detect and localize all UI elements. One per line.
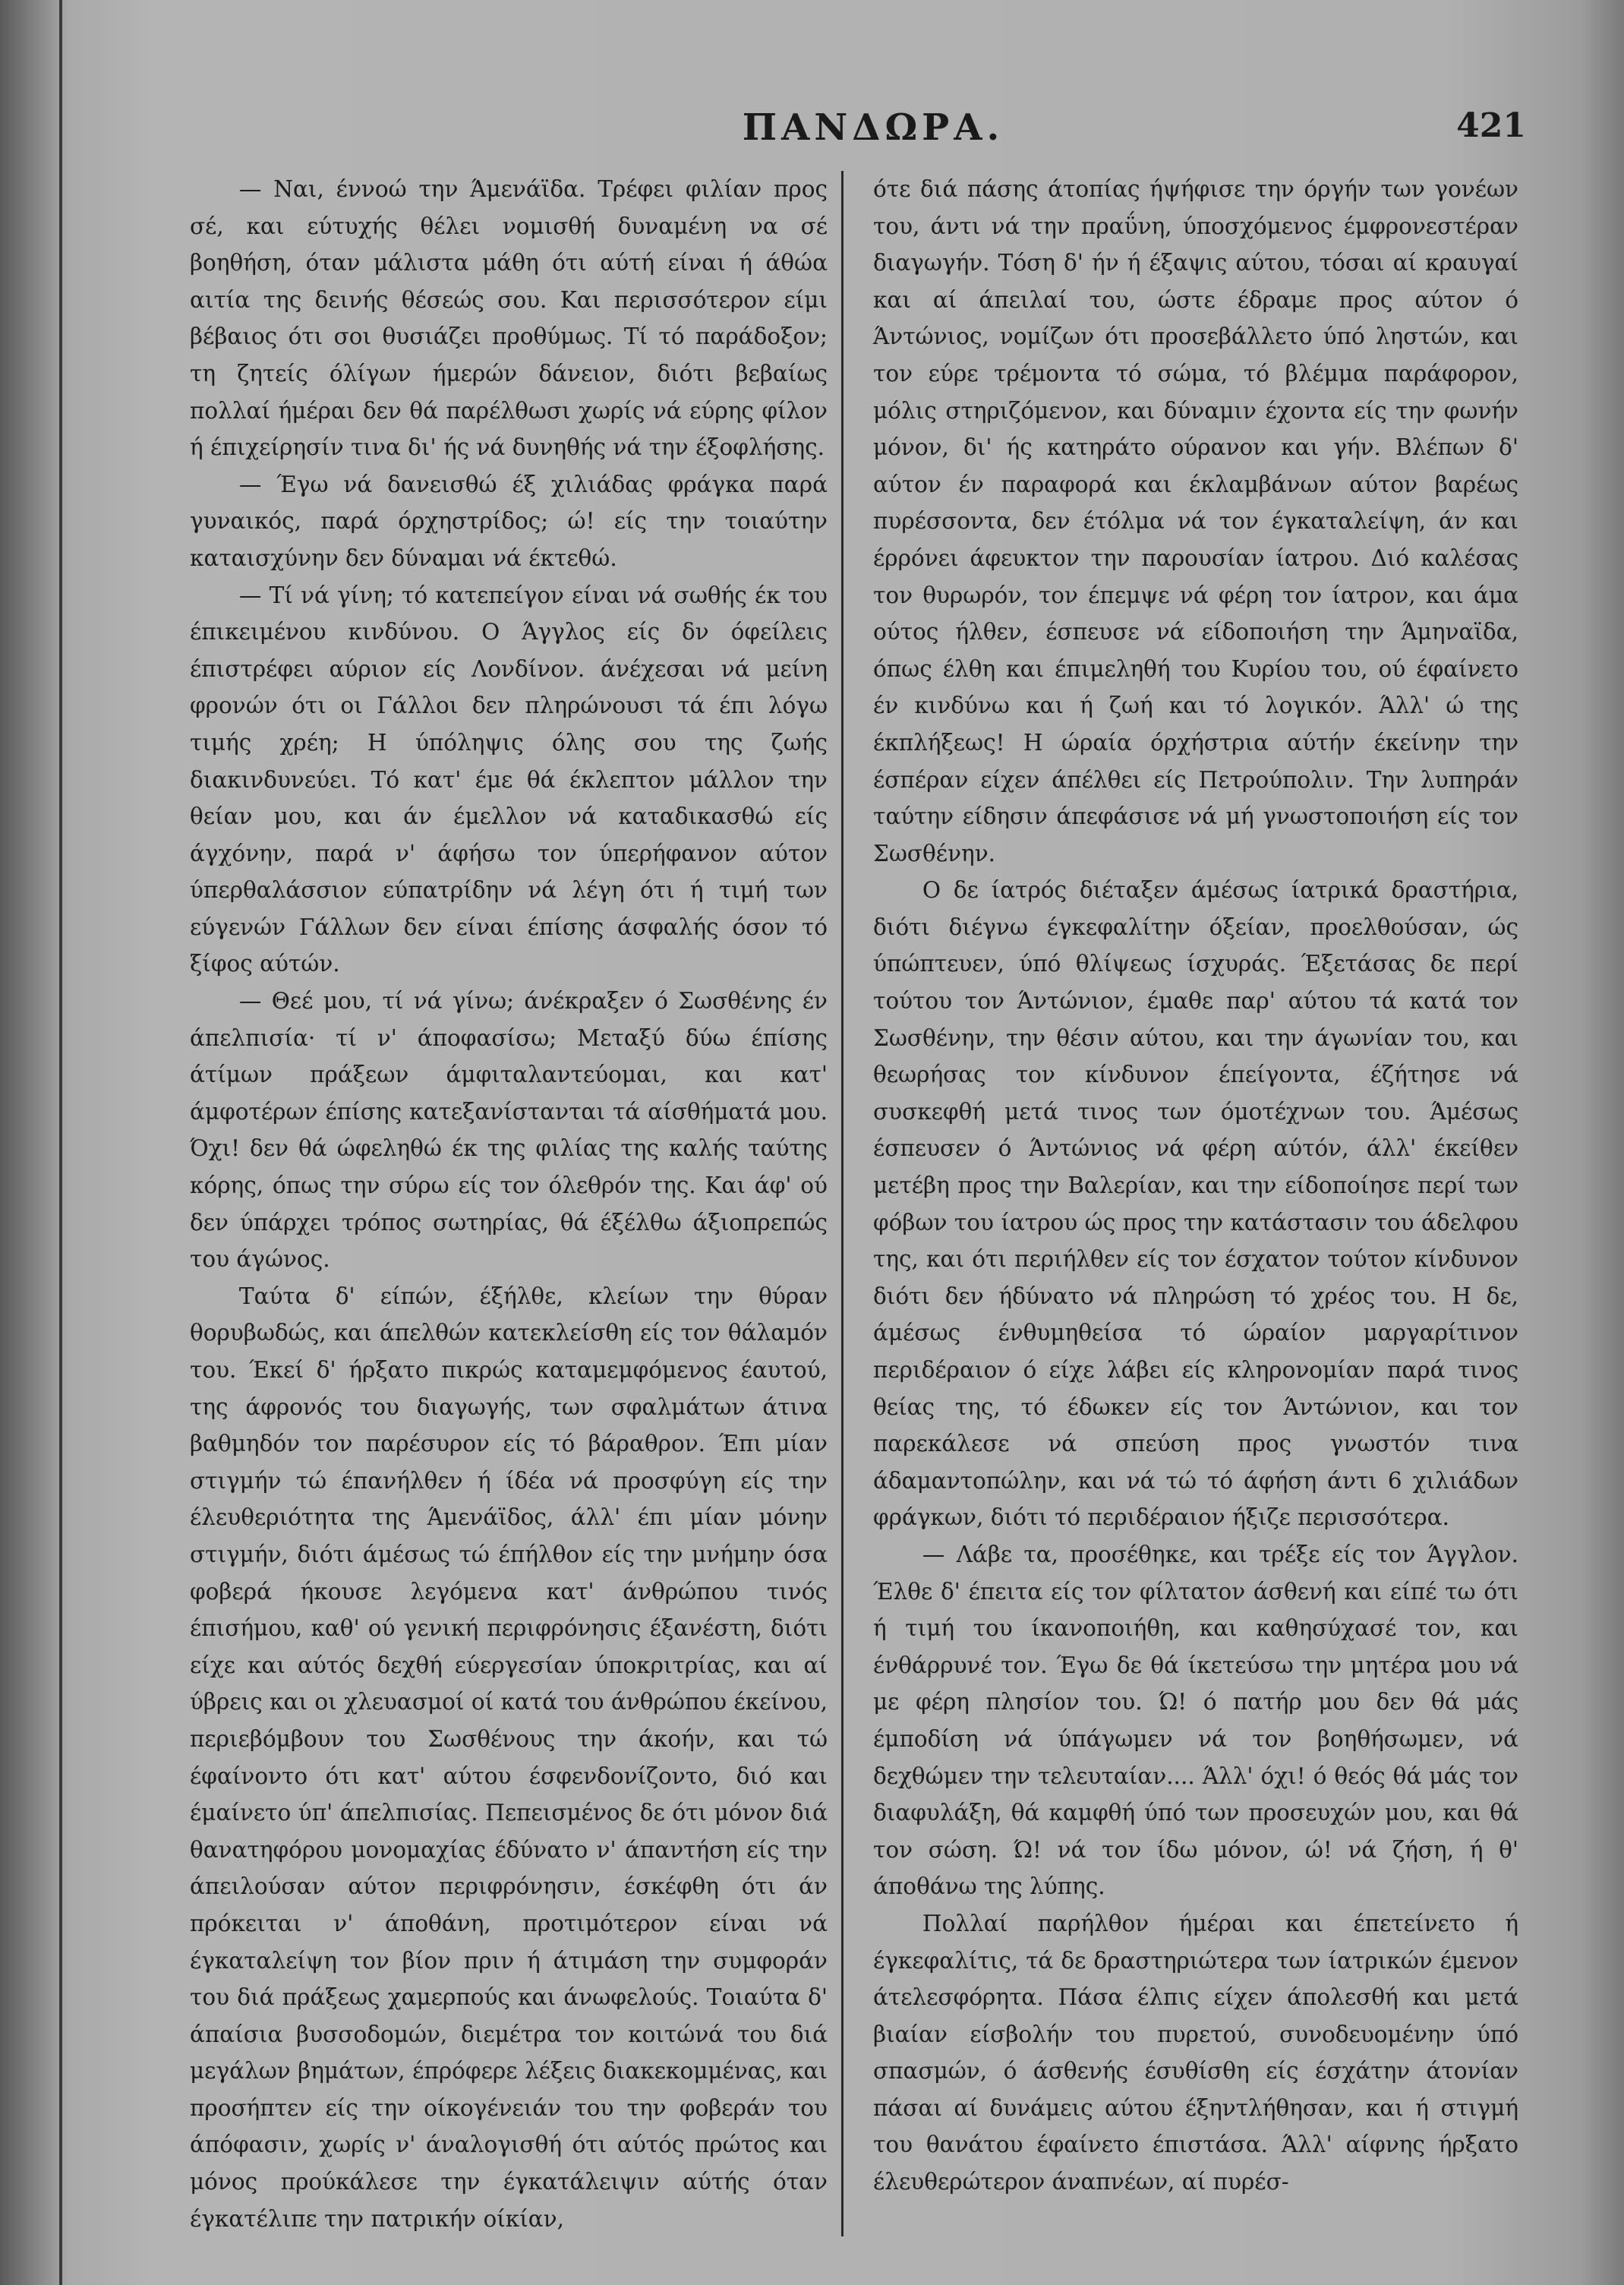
paragraph: Πολλαί παρήλθον ήμέραι και έπετείνετο ή έγκεφαλίτις, τά δε δραστηριώτερα των ίατρικών έμενον άτελεσφόρητα. Πάσα έλπις είχεν άπολεσθή και μετά βιαίαν είσβολήν του πυρετού, συνοδευομένην ύπό σπασμών, ό άσθενής έσυθίσθη είς έσχάτην άτονίαν πάσαι αί δυνάμεις αύτου έξηντλήθησαν, και ή στιγμή του θανάτου έφαίνετο έπιστάσα. Άλλ' αίφνης ήρξατο έλευθερώτερον άναπνέων, αί πυρέσ- [873, 1910, 1518, 2195]
right-text-column [873, 171, 1518, 2201]
paragraph: — Θεέ μου, τί νά γίνω; άνέκραξεν ό Σωσθένης έν άπελπισία· τί ν' άποφασίσω; Μεταξύ δύω έπίσης άτίμων πράξεων άμφιταλαντεύομαι, και κατ' άμφοτέρων έπίσης κατεξανίστανται τά αίσθήματά μου. Όχι! δεν θά ώφεληθώ έκ της φιλίας της καλής ταύτης κόρης, όπως την σύρω είς τον όλεθρόν της. Και άφ' ού δεν ύπάρχει τρόπος σωτηρίας, θά έξέλθω άξιοπρεπώς του άγώνος. [190, 988, 828, 1273]
paragraph: — Έγω νά δανεισθώ έξ χιλιάδας φράγκα παρά γυναικός, παρά όρχηστρίδος; ώ! είς την τοιαύτην καταισχύνην δεν δύναμαι νά έκτεθώ. [190, 471, 828, 571]
paragraph: — Λάβε τα, προσέθηκε, και τρέξε είς τον Άγγλον. Έλθε δ' έπειτα είς τον φίλτατον άσθενή και είπέ τω ότι ή τιμή του ίκανοποιήθη, και καθησύχασέ τον, και ένθάρρυνέ τον. Έγω δε θά ίκετεύσω την μητέρα μου νά με φέρη πλησίον του. Ώ! ό πατήρ μου δεν θά μάς έμποδίση νά ύπάγωμεν νά τον βοηθήσωμεν, νά δεχθώμεν την τελευταίαν.... Άλλ' όχι! ό θεός θά μάς τον διαφυλάξη, θά καμφθή ύπό των προσευχών μου, και θά τον σώση. Ώ! νά τον ίδω μόνον, ώ! νά ζήση, ή θ' άποθάνω της λύπης. [873, 1541, 1518, 1900]
paragraph: Ταύτα δ' είπών, έξήλθε, κλείων την θύραν θορυβωδώς, και άπελθών κατεκλείσθη είς τον θάλαμόν του. Έκεί δ' ήρξατο πικρώς καταμεμφόμενος έαυτού, της άφρονός του διαγωγής, των σφαλμάτων άτινα βαθμηδόν τον παρέσυρον είς τό βάραθρον. Έπι μίαν στιγμήν τώ έπανήλθεν ή ίδέα νά προσφύγη είς την έλευθεριότητα της Άμενάϊδος, άλλ' έπι μίαν μόνην στιγμήν, διότι άμέσως τώ έπήλθον είς την μνήμην όσα φοβερά ήκουσε λεγόμενα κατ' άνθρώπου τινός έπισήμου, καθ' ού γενική περιφρόνησις έξανέστη, διότι είχε και αύτός δεχθή εύεργεσίαν ύποκριτρίας, και αί ύβρεις και οι χλευασμοί οί κατά του άνθρώπου έκείνου, περιεβόμβουν του Σωσθένους την άκοήν, και τώ έφαίνοντο ότι κατ' αύτου έσφενδονίζοντο, διό και έμαίνετο ύπ' άπελπισίας. Πεπεισμένος δε ότι μόνον διά θανατηφόρου μονομαχίας έδύνατο ν' άπαντήση είς την άπειλούσαν αύτον περιφρόνησιν, έσκέφθη ότι άν πρόκειται ν' άποθάνη, προτιμότερον είναι νά έγκαταλείψη τον βίον πριν ή άτιμάση την συμφοράν του διά πράξεως χαμερπούς και άνωφελούς. Τοιαύτα δ' άπαίσια βυσσοδομών, διεμέτρα τον κοιτώνά του διά μεγάλων βημάτων, έπρόφερε λέξεις διακεκομμένας, και προσήπτεν είς την οίκογένειάν του την φοβεράν του άπόφασιν, χωρίς ν' άναλογισθή ότι αύτός πρώτος και μόνος προύκάλεσε την έγκατάλειψιν αύτής όταν έγκατέλιπε την πατρικήν οίκίαν, [190, 1283, 828, 2232]
left-text-column [190, 171, 828, 2237]
paragraph: — Τί νά γίνη; τό κατεπείγον είναι νά σωθής έκ του έπικειμένου κινδύνου. Ο Άγγλος είς δν όφείλεις έπιστρέφει αύριον είς Λονδίνον. άνέχεσαι νά μείνη φρονών ότι οι Γάλλοι δεν πληρώνουσι τά έπι λόγω τιμής χρέη; Η ύπόληψις όλης σου της ζωής διακινδυνεύει. Τό κατ' έμε θά έκλεπτον μάλλον την θείαν μου, και άν έμελλον νά καταδικασθώ είς άγχόνην, παρά ν' άφήσω τον ύπερήφανον αύτον ύπερθαλάσσιον εύπατρίδην νά λέγη ότι ή τιμή των εύγενών Γάλλων δεν είναι έπίσης άσφαλής όσον τό ξίφος αύτών. [190, 582, 828, 977]
paragraph-continued: ότε διά πάσης άτοπίας ήψήφισε την όργήν των γονέων του, άντι νά την πραΰνη, ύποσχόμενος έμφρονεστέραν διαγωγήν. Τόση δ' ήν ή έξαψις αύτου, τόσαι αί κραυγαί και αί άπειλαί του, ώστε έδραμε προς αύτον ό Άντώνιος, νομίζων ότι προσεβάλλετο ύπό ληστών, και τον εύρε τρέμοντα τό σώμα, τό βλέμμα παράφορον, μόλις στηριζόμενον, και δύναμιν έχοντα είς την φωνήν μόνον, δι' ής κατηράτο ούρανον και γήν. Βλέπων δ' αύτον έν παραφορά και έκλαμβάνων αύτον βαρέως πυρέσσοντα, δεν έτόλμα νά τον έγκαταλείψη, άν και έρρόνει άφευκτον την παρουσίαν ίατρου. Διό καλέσας τον θυρωρόν, τον έπεμψε νά φέρη τον ίατρον, και άμα ούτος ήλθεν, έσπευσε νά είδοποιήση την Άμηναϊδα, όπως έλθη και έπιμεληθή του Κυρίου του, ού έφαίνετο έν κινδύνω και ή ζωή και τό λογικόν. Άλλ' ώ της έκπλήξεως! Η ώραία όρχήστρια αύτήν έκείνην την έσπέραν είχεν άπέλθει είς Πετρούπολιν. Την λυπηράν ταύτην είδησιν άπεφάσισε νά μή γνωστοποιήση είς τον Σωσθένην. [873, 176, 1518, 866]
paragraph: — Ναι, έννοώ την Άμενάϊδα. Τρέφει φιλίαν προς σέ, και εύτυχής θέλει νομισθή δυναμένη να σέ βοηθήση, όταν μάλιστα μάθη ότι αύτή είναι ή άθώα αιτία της δεινής θέσεώς σου. Και περισσότερον είμι βέβαιος ότι σοι θυσιάζει προθύμως. Τί τό παράδοξον; τη ζητείς όλίγων ήμερών δάνειον, διότι βεβαίως πολλαί ήμέραι δεν θά παρέλθωσι χωρίς νά εύρης φίλον ή έπιχείρησίν τινα δι' ής νά δυνηθής νά την έξοφλήσης. [190, 176, 828, 461]
column-divider [841, 171, 844, 2236]
paragraph: Ο δε ίατρός διέταξεν άμέσως ίατρικά δραστήρια, διότι διέγνω έγκεφαλίτην όξείαν, προελθούσαν, ώς ύπώπτευεν, ύπό θλίψεως ίσχυράς. Έξετάσας δε περί τούτου τον Άντώνιον, έμαθε παρ' αύτου τά κατά τον Σωσθένην, την θέσιν αύτου, και την άγωνίαν του, και θεωρήσας τον κίνδυνον έπείγοντα, έζήτησε νά συσκεφθή μετά τινος των όμοτέχνων του. Άμέσως έσπευσεν ό Άντώνιος νά φέρη αύτόν, άλλ' έκείθεν μετέβη προς την Βαλερίαν, και την είδοποίησε περί των φόβων του ίατρου ώς προς την κατάστασιν του άδελφου της, και ότι περιήλθεν είς τον έσχατον τούτον κίνδυνον διότι δεν ήδύνατο νά πληρώση τό χρέος του. Η δε, άμέσως ένθυμηθείσα τό ώραίον μαργαρίτινον περιδέραιον ό είχε λάβει είς κληρονομίαν παρά τινος θείας της, τό έδωκεν είς τον Άντώνιον, και τον παρεκάλεσε νά σπεύση προς γνωστόν τινα άδαμαντοπώλην, και νά τώ τό άφήση άντι 6 χιλιάδων φράγκων, διότι τό περιδέραιον ήξιζε περισσότερα. [873, 877, 1518, 1531]
page-number: 421 [1456, 106, 1526, 145]
binding-edge [59, 0, 62, 2285]
running-head-title: ΠΑΝΔΩΡΑ. [742, 106, 1004, 149]
